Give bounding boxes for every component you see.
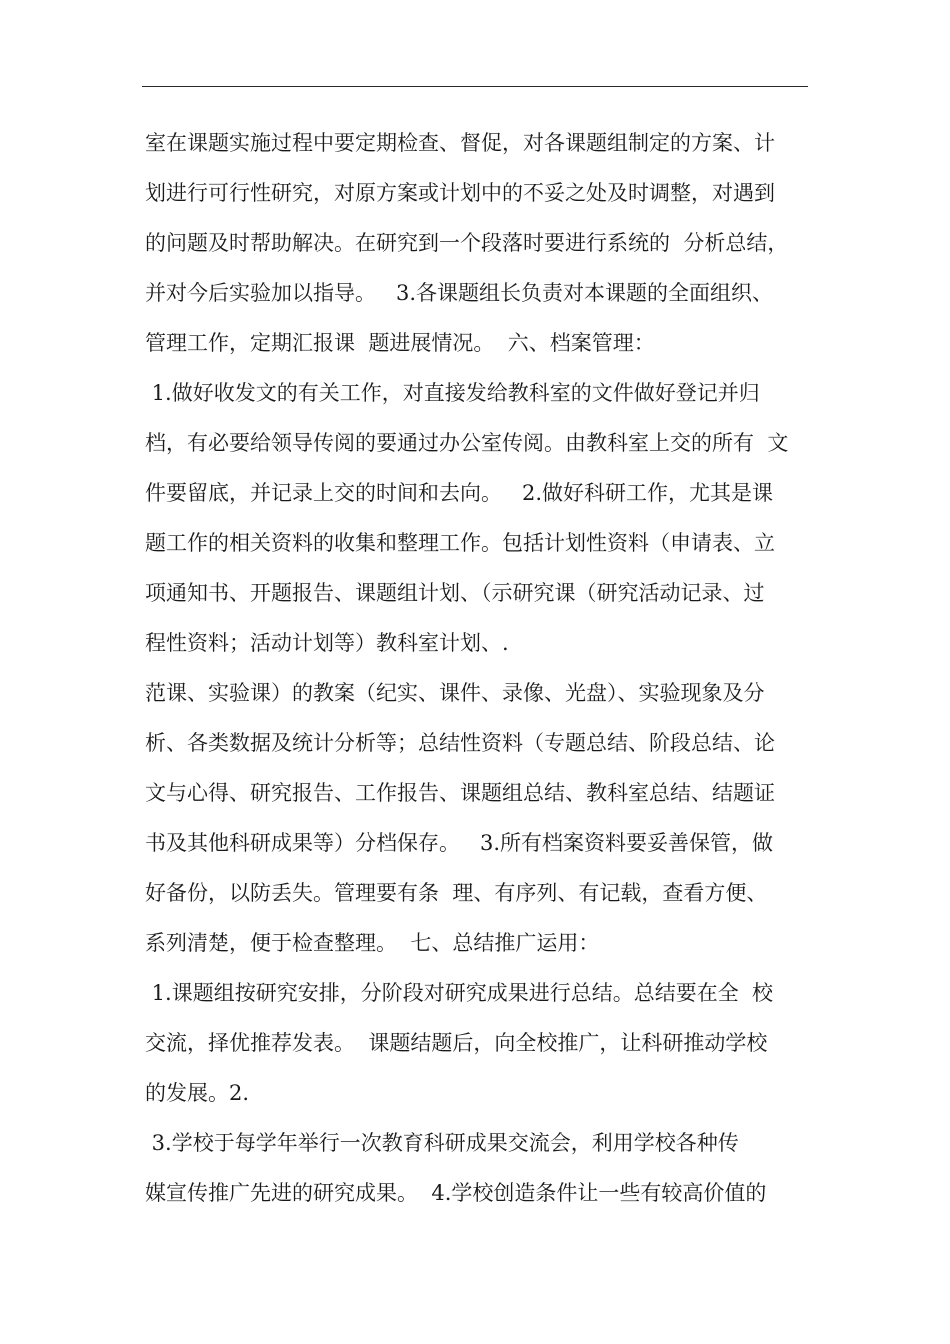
- body-text: [145, 118, 809, 1218]
- text-line: 并对今后实验加以指导。 3.各课题组长负责对本课题的全面组织、: [145, 281, 774, 305]
- text-line: 好备份，以防丢失。管理要有条 理、有序列、有记载，查看方便、: [145, 881, 768, 905]
- text-line: 程性资料；活动计划等）教科室计划、.: [145, 631, 509, 655]
- text-line: 书及其他科研成果等）分档保存。 3.所有档案资料要妥善保管，做: [145, 831, 774, 855]
- header-rule: [142, 86, 808, 87]
- text-line: 范课、实验课）的教案（纪实、课件、录像、光盘）、实验现象及分: [145, 681, 765, 705]
- text-line: 析、各类数据及统计分析等；总结性资料（专题总结、阶段总结、论: [145, 731, 775, 755]
- text-line: 媒宣传推广先进的研究成果。 4.学校创造条件让一些有较高价值的: [145, 1181, 767, 1205]
- text-line: 档，有必要给领导传阅的要通过办公室传阅。由教科室上交的所有 文: [145, 431, 789, 455]
- text-line: 室在课题实施过程中要定期检查、督促，对各课题组制定的方案、计: [145, 131, 775, 155]
- text-line: 交流，择优推荐发表。 课题结题后，向全校推广，让科研推动学校: [145, 1031, 768, 1055]
- text-line: 的发展。2.: [145, 1081, 250, 1105]
- text-line: 1.做好收发文的有关工作，对直接发给教科室的文件做好登记并归: [145, 381, 760, 405]
- text-line: 文与心得、研究报告、工作报告、课题组总结、教科室总结、结题证: [145, 781, 775, 805]
- text-line: 3.学校于每学年举行一次教育科研成果交流会，利用学校各种传: [145, 1131, 739, 1155]
- text-line: 题工作的相关资料的收集和整理工作。包括计划性资料（申请表、立: [145, 531, 775, 555]
- text-line: 系列清楚，便于检查整理。 七、总结推广运用：: [145, 931, 600, 955]
- text-line: 1.课题组按研究安排，分阶段对研究成果进行总结。总结要在全 校: [145, 981, 774, 1005]
- text-line: 件要留底，并记录上交的时间和去向。 2.做好科研工作，尤其是课: [145, 481, 774, 505]
- text-line: 的问题及时帮助解决。在研究到一个段落时要进行系统的 分析总结，: [145, 231, 789, 255]
- text-line: 划进行可行性研究，对原方案或计划中的不妥之处及时调整，对遇到: [145, 181, 775, 205]
- text-line: 管理工作，定期汇报课 题进展情况。 六、档案管理：: [145, 331, 655, 355]
- text-line: 项通知书、开题报告、课题组计划、（示研究课（研究活动记录、过: [145, 581, 765, 605]
